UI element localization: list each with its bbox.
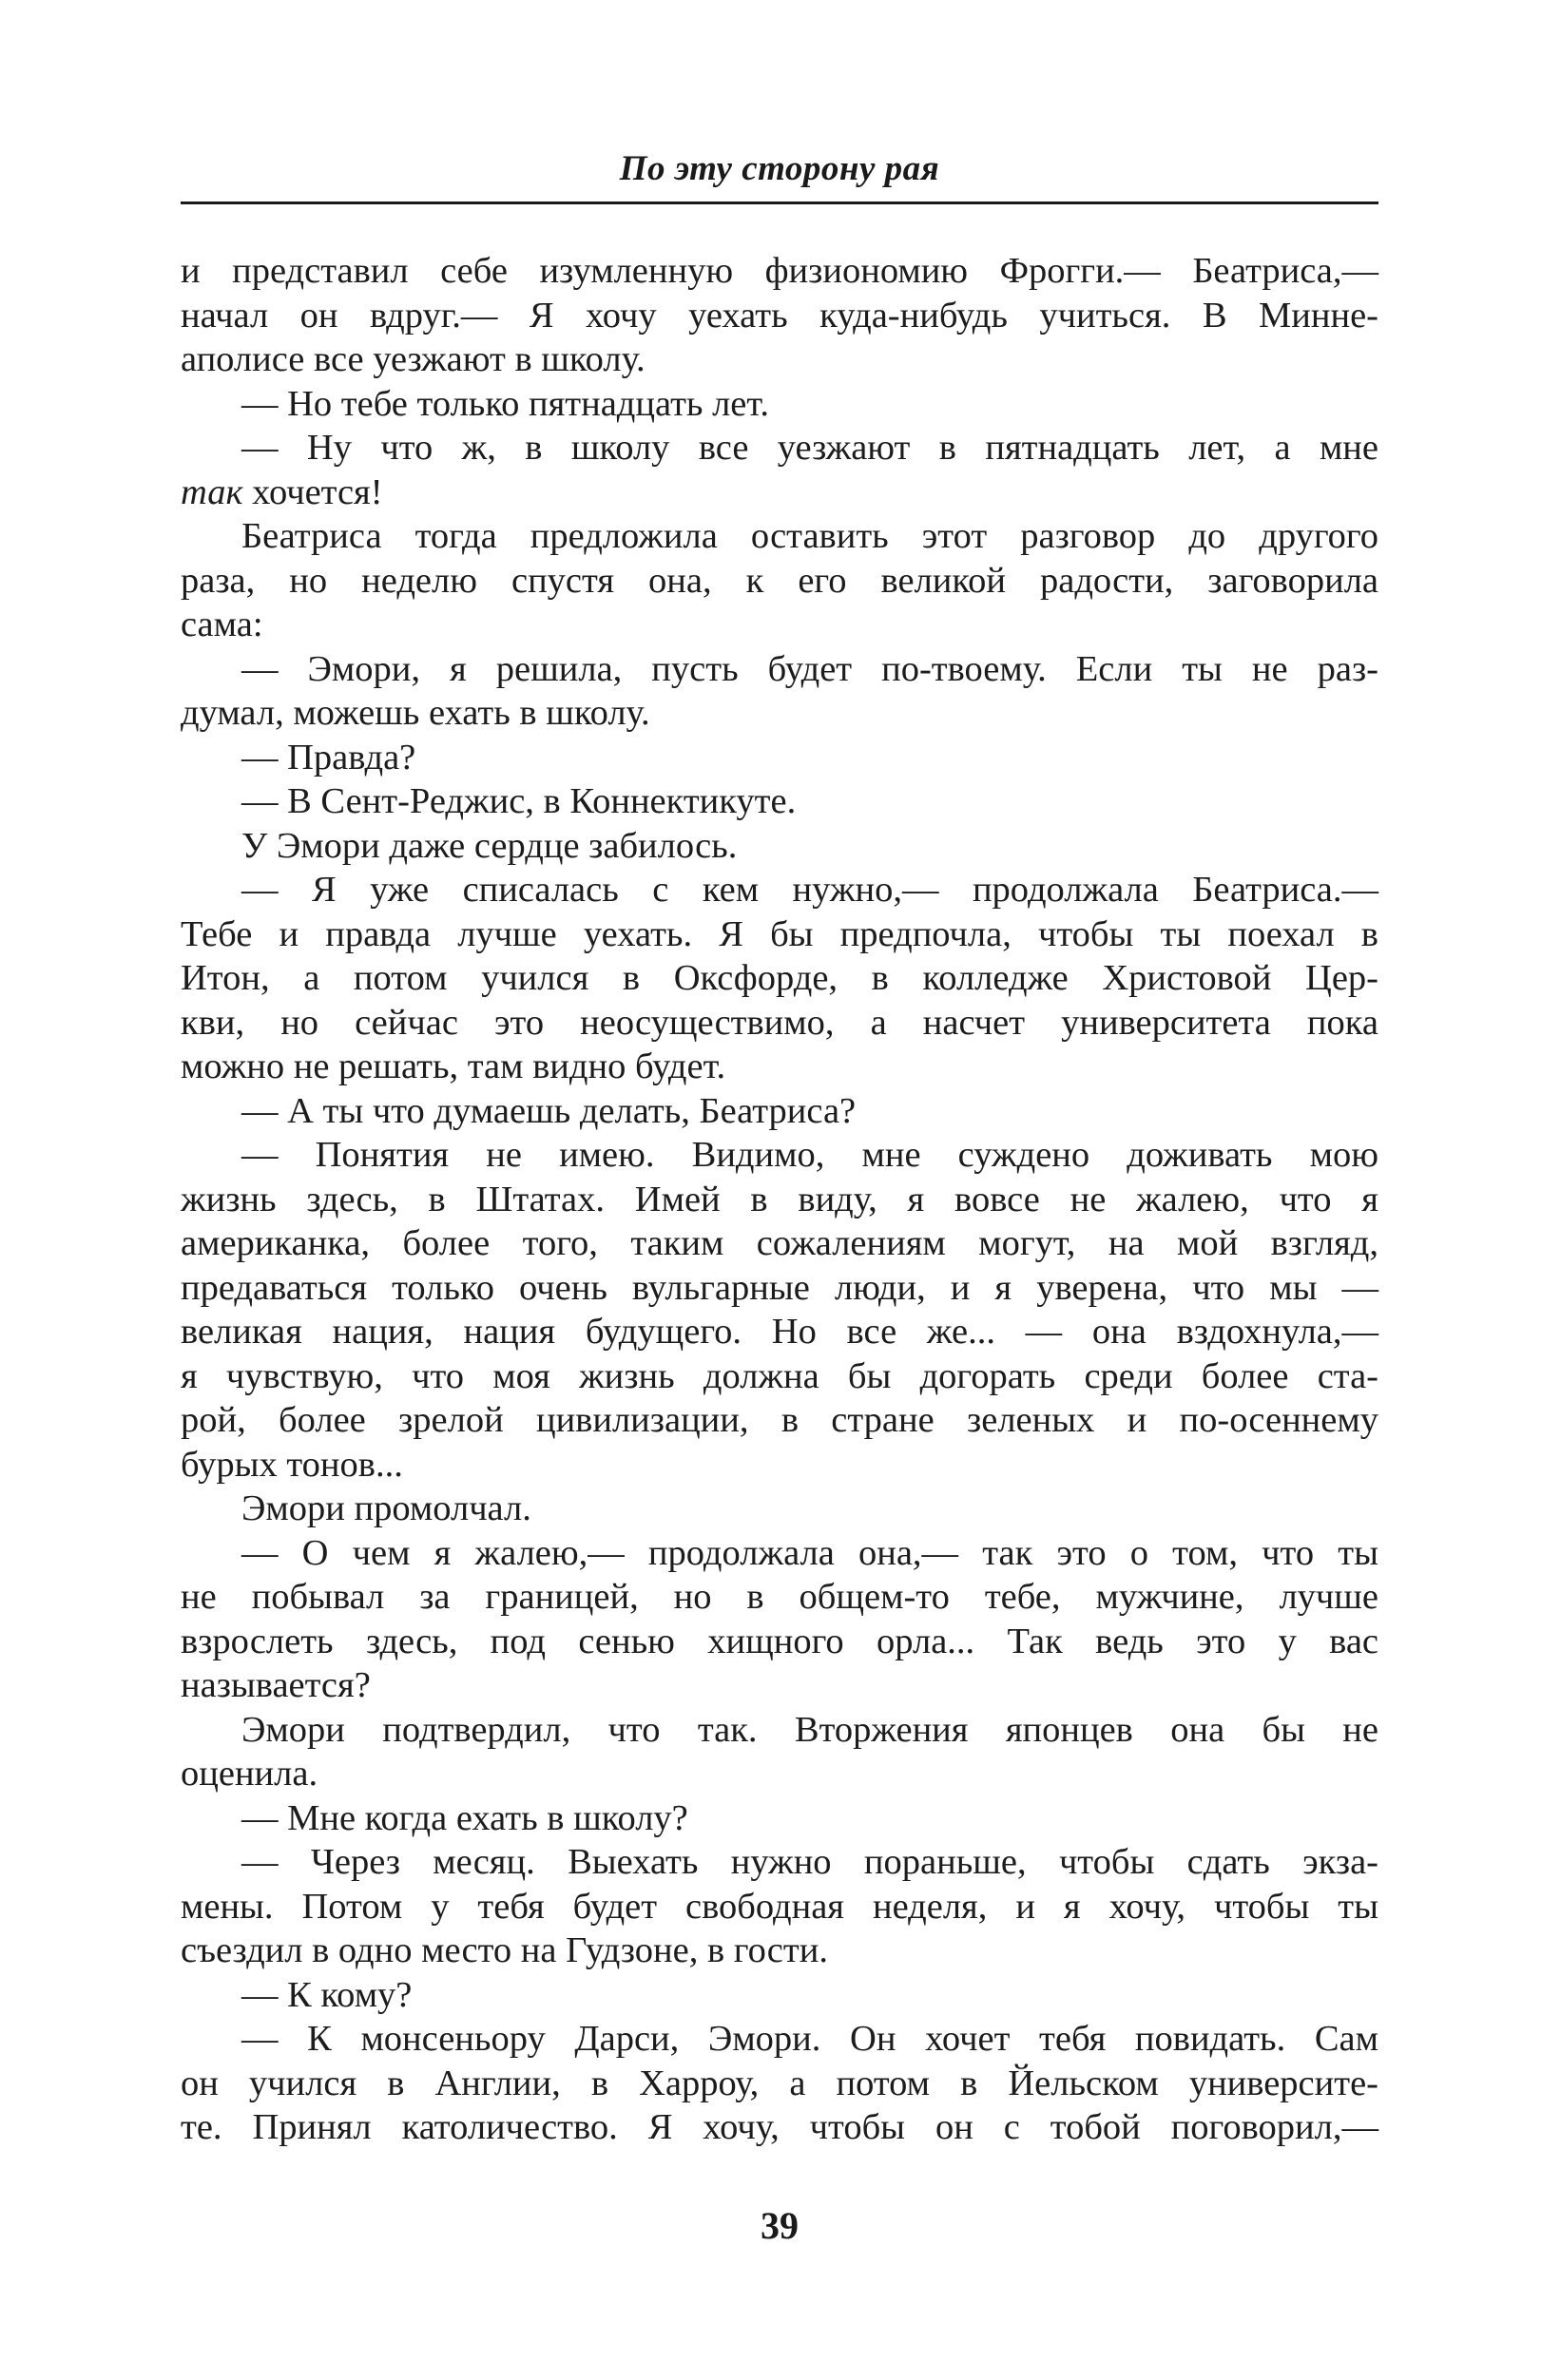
text-line: — Мне когда ехать в школу? <box>241 1797 688 1838</box>
text-line: Тебе и правда лучше уехать. Я бы предпочла, чтобы ты поехал в <box>181 913 1378 954</box>
text-line: — Но тебе только пятнадцать лет. <box>241 383 769 424</box>
text-line: мены. Потом у тебя будет свободная неделя, и я хочу, чтобы ты <box>181 1886 1378 1927</box>
text-line: жизнь здесь, в Штатах. Имей в виду, я вовсе не жалею, что я <box>181 1179 1378 1219</box>
text-line: — Ну что ж, в школу все уезжают в пятнадцать лет, а мне <box>241 428 1378 468</box>
text-line: сама: <box>181 605 263 644</box>
text-line: Беатриса тогда предложила оставить этот разговор до другого <box>241 516 1378 556</box>
text-line: называется? <box>181 1665 371 1705</box>
page-number: 39 <box>761 2204 799 2247</box>
body-text <box>181 249 1378 2150</box>
text-line: американка, более того, таким сожалениям могут, на мой взгляд, <box>181 1223 1378 1263</box>
running-head: По эту сторону рая <box>619 149 940 188</box>
text-line: Итон, а потом учился в Оксфорде, в колледже Христовой Цер- <box>181 958 1378 998</box>
text-line: съездил в одно место на Гудзоне, в гости. <box>181 1930 828 1970</box>
text-line: не побывал за границей, но в общем-то тебе, мужчине, лучше <box>181 1577 1378 1617</box>
text-line: предаваться только очень вульгарные люди, и я уверена, что мы — <box>181 1267 1378 1308</box>
text-line: — Правда? <box>241 737 416 777</box>
text-line: Эмори подтвердил, что так. Вторжения японцев она бы не <box>241 1709 1378 1750</box>
text-line: великая нация, нация будущего. Но все же... — она вздохнула,— <box>181 1312 1378 1352</box>
text-line: — О чем я жалею,— продолжала она,— так это о том, что ты <box>241 1532 1378 1573</box>
emphasis: так <box>181 471 243 512</box>
text-line: — А ты что думаешь делать, Беатриса? <box>241 1090 857 1131</box>
text-line: я чувствую, что моя жизнь должна бы догорать среди более ста- <box>181 1355 1378 1396</box>
text-line: — К кому? <box>241 1974 413 2015</box>
text-line: оценила. <box>181 1754 318 1794</box>
text-line: раза, но неделю спустя она, к его великой радости, заговорила <box>181 560 1378 601</box>
text-line: бурых тонов... <box>181 1444 403 1485</box>
text-line: аполисе все уезжают в школу. <box>181 339 646 379</box>
text-line: — Эмори, я решила, пусть будет по-твоему. Если ты не раз- <box>241 648 1378 689</box>
text-line: кви, но сейчас это неосуществимо, а насчет университета пока <box>181 1002 1378 1043</box>
text-line: рой, более зрелой цивилизации, в стране зеленых и по-осеннему <box>181 1400 1378 1440</box>
header-rule <box>181 202 1378 204</box>
text-line: — К монсеньору Дарси, Эмори. Он хочет тебя повидать. Сам <box>241 2019 1378 2059</box>
text-line: те. Принял католичество. Я хочу, чтобы он с тобой поговорил,— <box>181 2107 1378 2147</box>
text-line: так хочется! <box>181 471 383 512</box>
text-line: Эмори промолчал. <box>241 1488 531 1528</box>
text-line: можно не решать, там видно будет. <box>181 1046 726 1086</box>
text-line: У Эмори даже сердце забилось. <box>241 825 738 866</box>
text-line: — Через месяц. Выехать нужно пораньше, чтобы сдать экза- <box>241 1842 1378 1882</box>
text-line: — В Сент-Реджис, в Коннектикуте. <box>241 781 797 821</box>
text-line: взрослеть здесь, под сенью хищного орла... Так ведь это у вас <box>181 1621 1378 1661</box>
text-line: — Понятия не имею. Видимо, мне суждено доживать мою <box>241 1135 1378 1175</box>
text-line: и представил себе изумленную физиономию Фрогги.— Беатриса,— <box>181 251 1378 291</box>
text-line: начал он вдруг.— Я хочу уехать куда-нибудь учиться. В Минне- <box>181 295 1378 336</box>
text-line: думал, можешь ехать в школу. <box>181 693 650 733</box>
text-line: он учился в Англии, в Харроу, а потом в Йельском университе- <box>181 2063 1378 2103</box>
text-line: — Я уже списалась с кем нужно,— продолжала Беатриса.— <box>241 870 1378 910</box>
